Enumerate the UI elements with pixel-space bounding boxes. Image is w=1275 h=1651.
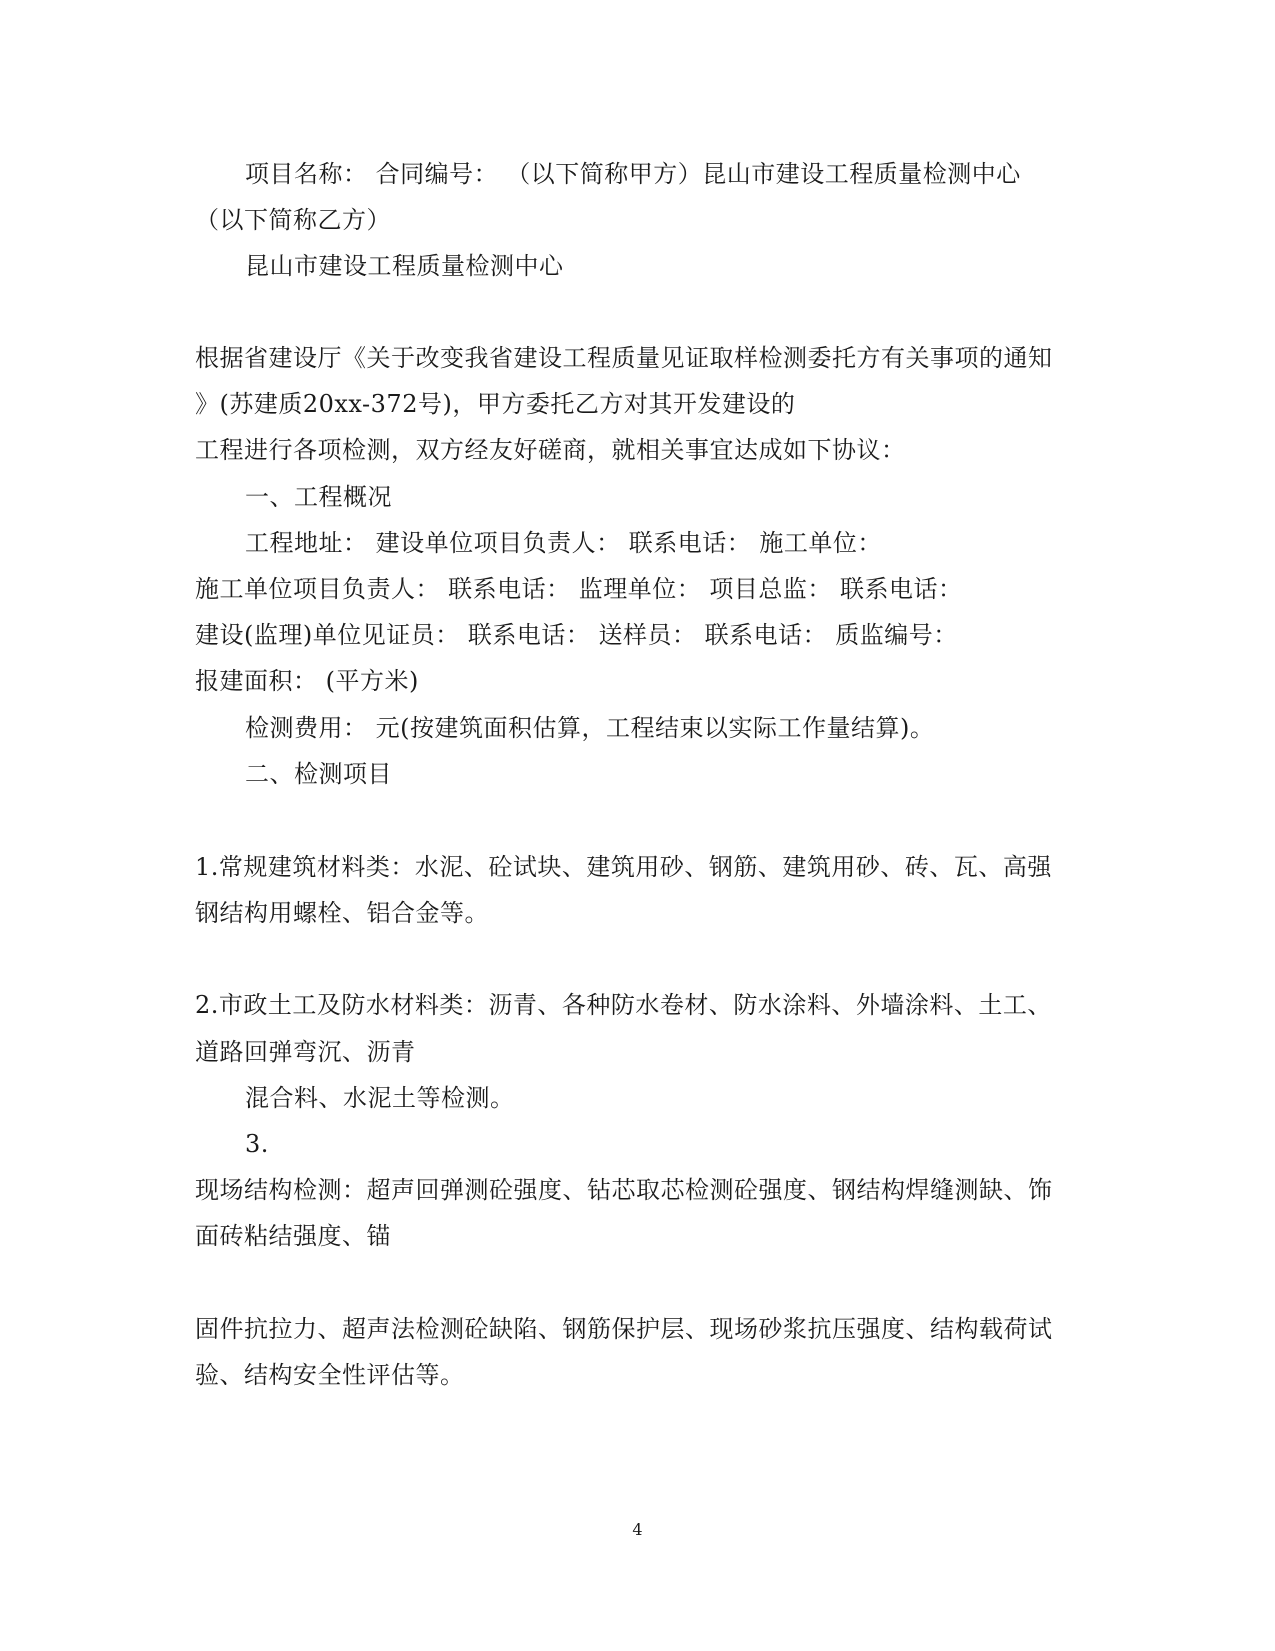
- item-2-line-2: 道路回弹弯沉、沥青: [195, 1038, 416, 1066]
- basis-line-3: 工程进行各项检测，双方经友好磋商，就相关事宜达成如下协议：: [195, 436, 906, 464]
- item-3-line-2: 面砖粘结强度、锚: [195, 1222, 391, 1250]
- project-info-line: 项目名称： 合同编号： （以下简称甲方）昆山市建设工程质量检测中心: [245, 160, 1021, 188]
- item-2-line-3: 混合料、水泥土等检测。: [245, 1084, 515, 1112]
- item-3-line-3: 固件抗拉力、超声法检测砼缺陷、钢筋保护层、现场砂浆抗压强度、结构载荷试: [195, 1315, 1053, 1343]
- overview-line-2: 施工单位项目负责人： 联系电话： 监理单位： 项目总监： 联系电话：: [195, 575, 963, 603]
- item-1-line-1: 1.常规建筑材料类：水泥、砼试块、建筑用砂、钢筋、建筑用砂、砖、瓦、高强: [195, 853, 1052, 881]
- item-1-line-2: 钢结构用螺栓、铝合金等。: [195, 899, 489, 927]
- party-b-name: 昆山市建设工程质量检测中心: [245, 252, 564, 280]
- page-number: 4: [632, 1520, 643, 1539]
- party-b-note: （以下简称乙方）: [195, 206, 391, 234]
- basis-line-2: 》(苏建质20xx-372号)，甲方委托乙方对其开发建设的: [195, 390, 796, 418]
- overview-line-1: 工程地址： 建设单位项目负责人： 联系电话： 施工单位：: [245, 529, 882, 557]
- section-heading-items: 二、检测项目: [245, 760, 392, 788]
- overview-line-4: 报建面积： (平方米): [195, 667, 419, 695]
- item-3-line-1: 现场结构检测：超声回弹测砼强度、钻芯取芯检测砼强度、钢结构焊缝测缺、饰: [195, 1176, 1053, 1204]
- section-heading-overview: 一、工程概况: [245, 483, 392, 511]
- item-3-number: 3.: [245, 1130, 269, 1158]
- item-3-line-4: 验、结构安全性评估等。: [195, 1361, 465, 1389]
- item-2-line-1: 2.市政土工及防水材料类：沥青、各种防水卷材、防水涂料、外墙涂料、土工、: [195, 991, 1052, 1019]
- overview-line-3: 建设(监理)单位见证员： 联系电话： 送样员： 联系电话： 质监编号：: [195, 621, 958, 649]
- testing-fee-line: 检测费用： 元(按建筑面积估算，工程结束以实际工作量结算)。: [245, 714, 935, 742]
- basis-line-1: 根据省建设厅《关于改变我省建设工程质量见证取样检测委托方有关事项的通知: [195, 344, 1053, 372]
